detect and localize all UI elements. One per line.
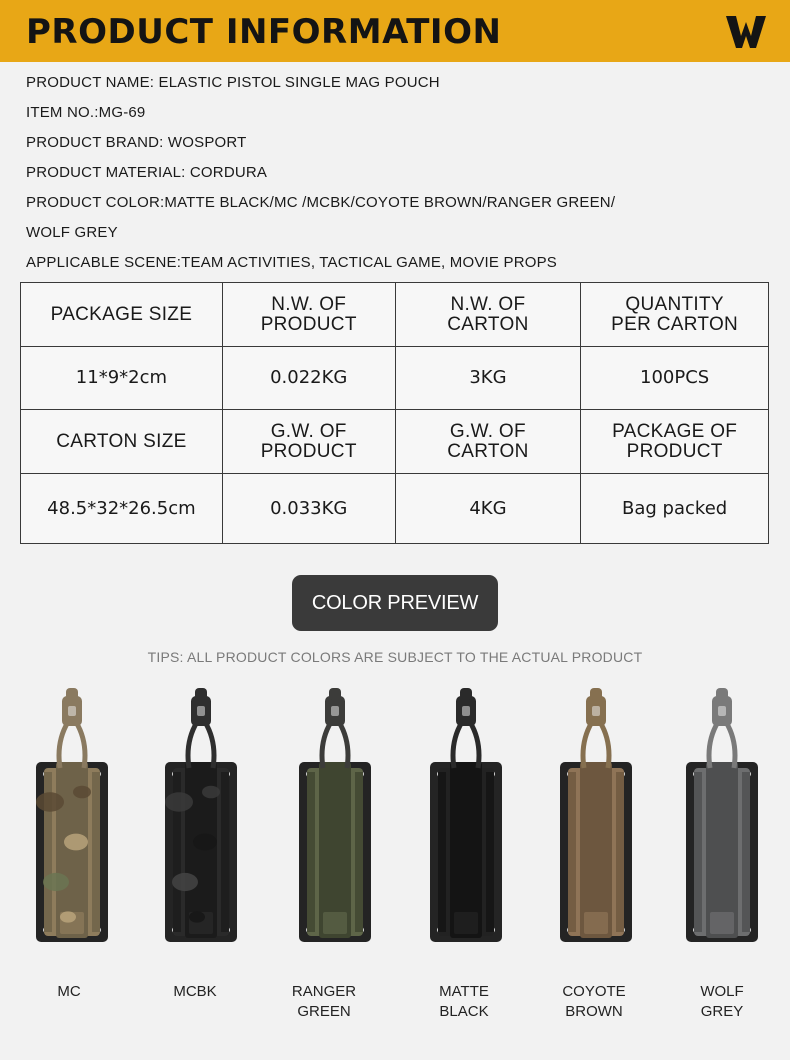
table-cell: 100PCS <box>581 347 769 410</box>
info-color-cont: WOLF GREY <box>26 224 118 241</box>
spec-table <box>20 282 769 544</box>
mag-pouch-icon <box>666 682 778 954</box>
mag-pouch-icon <box>410 682 522 954</box>
color-preview-button[interactable]: COLOR PREVIEW <box>292 575 498 631</box>
color-label-mcbk: MCBK <box>173 983 217 1000</box>
header-banner <box>0 0 790 62</box>
page-title: PRODUCT INFORMATION <box>26 12 502 52</box>
tips-text: TIPS: ALL PRODUCT COLORS ARE SUBJECT TO THE ACTUAL PRODUCT <box>147 649 643 665</box>
table-cell: QUANTITY PER CARTON <box>581 283 769 347</box>
table-row <box>21 347 769 410</box>
product-image-mc <box>16 682 128 954</box>
table-row <box>21 410 769 474</box>
table-cell: N.W. OF CARTON <box>395 283 581 347</box>
info-product-name: PRODUCT NAME: ELASTIC PISTOL SINGLE MAG POUCH <box>26 74 440 91</box>
product-image-coyote-brown <box>540 682 652 954</box>
table-cell: 3KG <box>395 347 581 410</box>
table-cell: PACKAGE OF PRODUCT <box>581 410 769 474</box>
table-cell: 4KG <box>395 474 581 544</box>
table-cell: Bag packed <box>581 474 769 544</box>
w-logo-icon <box>722 12 770 52</box>
table-cell: 0.022KG <box>222 347 395 410</box>
table-cell: CARTON SIZE <box>21 410 223 474</box>
table-cell: N.W. OF PRODUCT <box>222 283 395 347</box>
product-image-ranger-green <box>279 682 391 954</box>
info-brand: PRODUCT BRAND: WOSPORT <box>26 134 247 151</box>
color-label-ranger-green: RANGER GREEN <box>291 983 357 1020</box>
info-item-no: ITEM NO.:MG-69 <box>26 104 146 121</box>
color-label-coyote-brown: COYOTE BROWN <box>562 983 626 1020</box>
color-label-matte-black: MATTE BLACK <box>439 983 489 1020</box>
mag-pouch-icon <box>540 682 652 954</box>
info-scene: APPLICABLE SCENE:TEAM ACTIVITIES, TACTICAL GAME, MOVIE PROPS <box>26 254 558 271</box>
table-cell: G.W. OF CARTON <box>395 410 581 474</box>
product-image-mcbk <box>145 682 257 954</box>
info-color: PRODUCT COLOR:MATTE BLACK/MC /MCBK/COYOTE BROWN/RANGER GREEN/ <box>26 194 616 211</box>
product-image-matte-black <box>410 682 522 954</box>
table-cell: 48.5*32*26.5cm <box>21 474 223 544</box>
product-info <box>26 70 766 280</box>
table-cell: PACKAGE SIZE <box>21 283 223 347</box>
table-cell: 0.033KG <box>222 474 395 544</box>
color-label-mc: MC <box>57 983 81 1000</box>
product-image-wolf-grey <box>666 682 778 954</box>
color-label-wolf-grey: WOLF GREY <box>700 983 744 1020</box>
mag-pouch-icon <box>16 682 128 954</box>
table-row <box>21 283 769 347</box>
mag-pouch-icon <box>279 682 391 954</box>
table-cell: G.W. OF PRODUCT <box>222 410 395 474</box>
info-material: PRODUCT MATERIAL: CORDURA <box>26 164 268 181</box>
table-row <box>21 474 769 544</box>
table-cell: 11*9*2cm <box>21 347 223 410</box>
mag-pouch-icon <box>145 682 257 954</box>
